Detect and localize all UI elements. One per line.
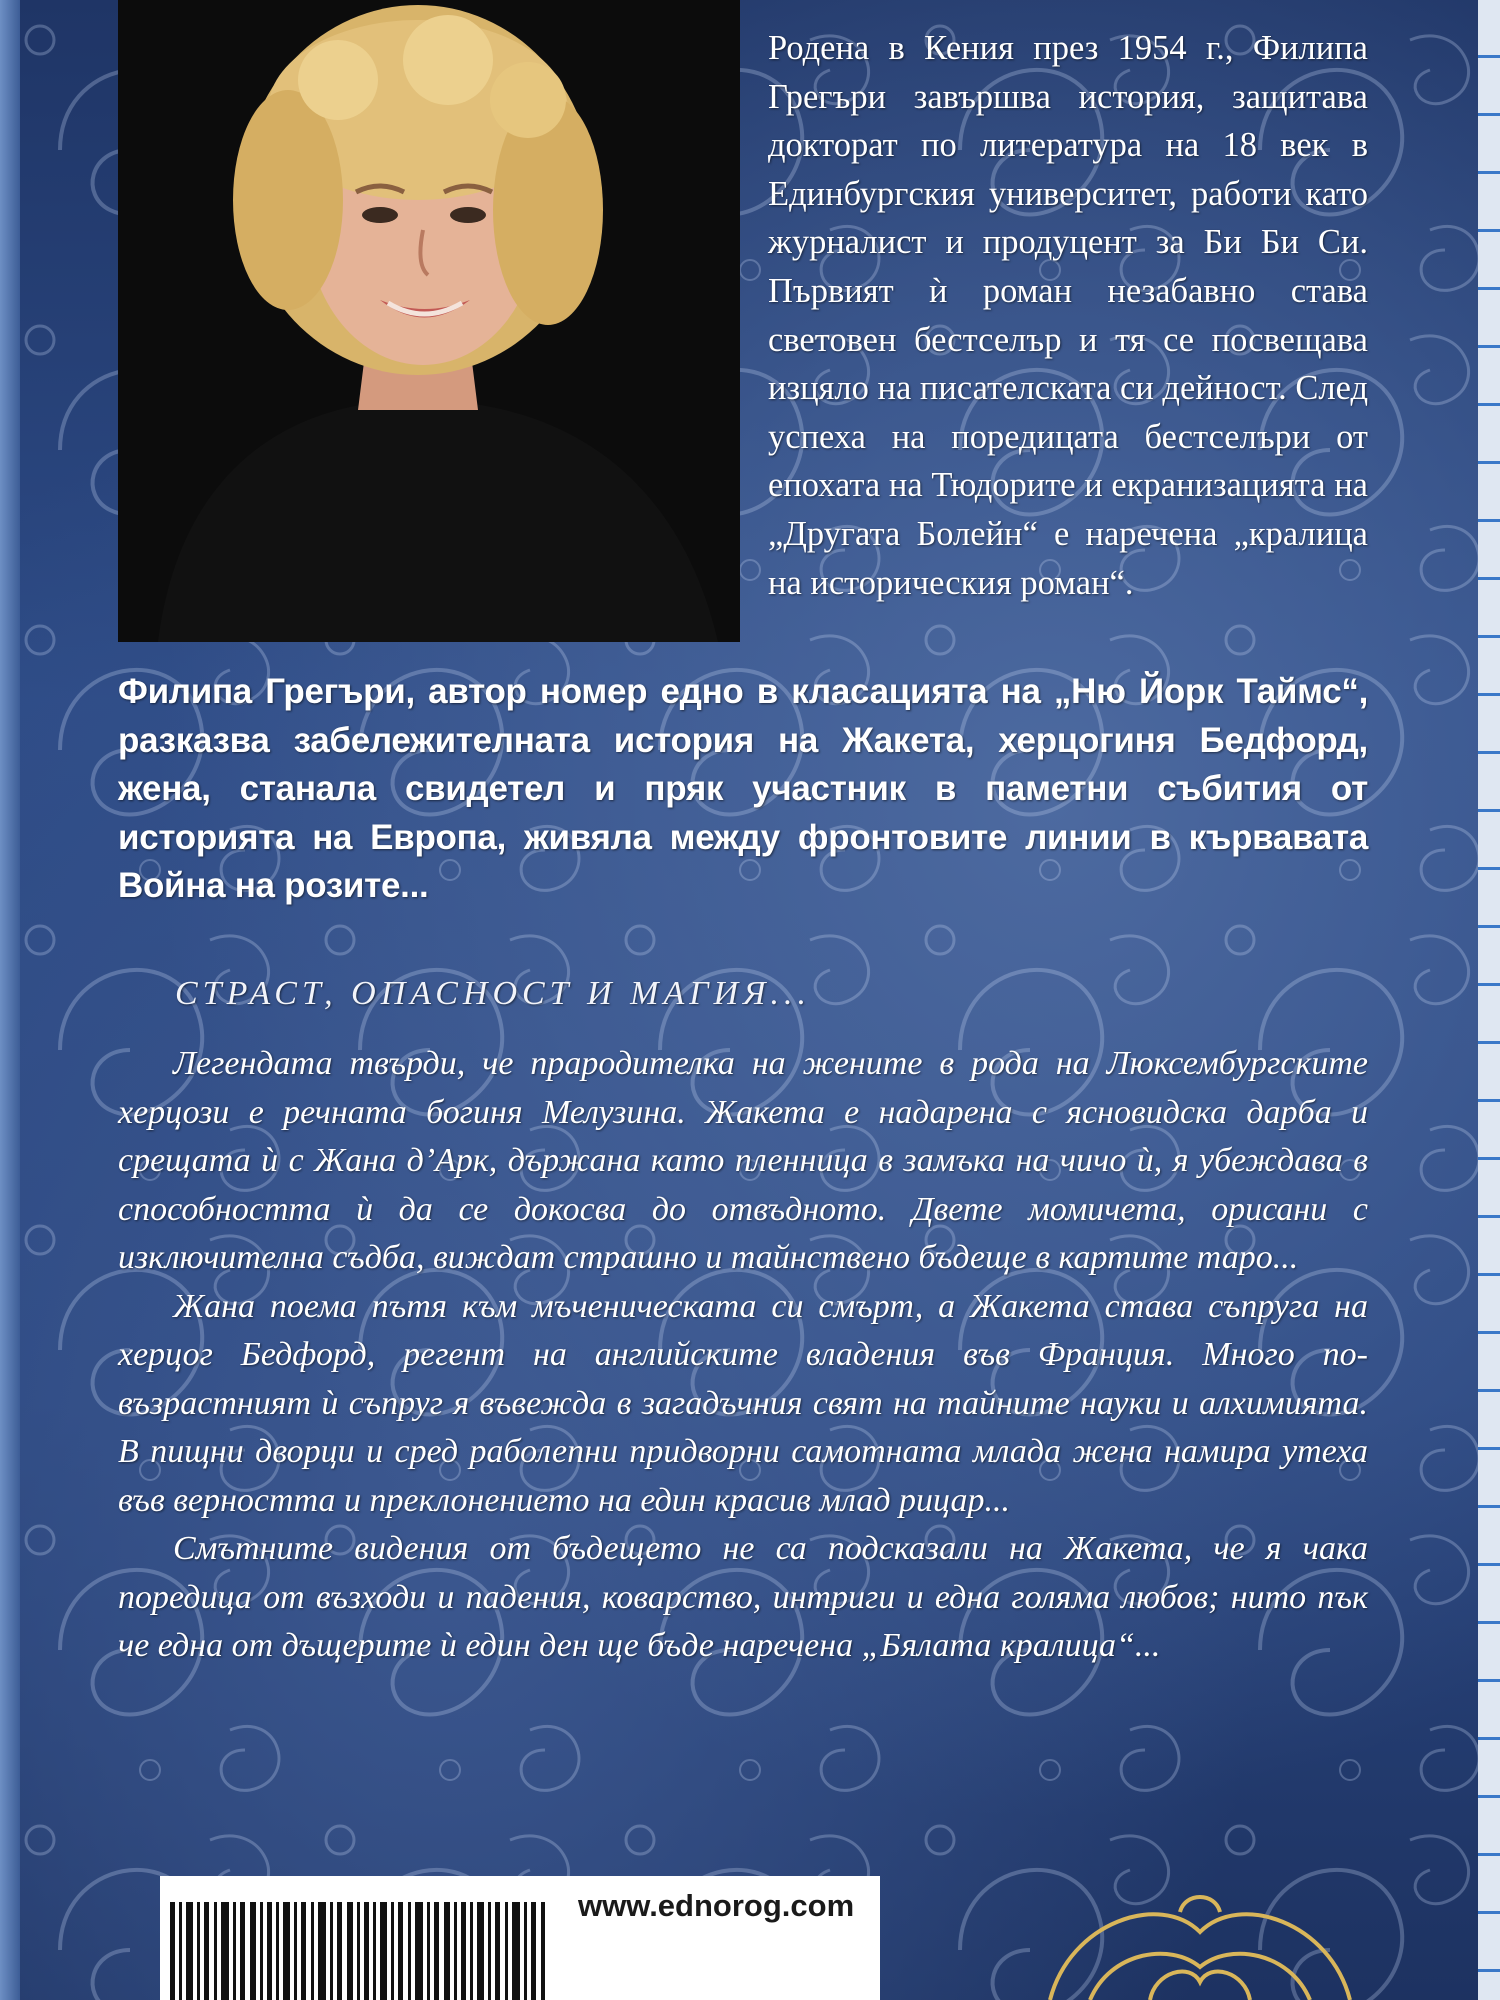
section-heading: СТРАСТ, ОПАСНОСТ И МАГИЯ... [175, 975, 811, 1012]
publisher-logo-ornament [1030, 1852, 1370, 2000]
author-photo [118, 0, 740, 642]
book-description [118, 1040, 1368, 1671]
notebook-paper-edge [1478, 0, 1500, 2000]
barcode-bars [170, 1902, 550, 2000]
description-paragraph-1: Легендата твърди, че прародителка на жените в рода на Люксембургските херцози е речната богиня Мелузина. Жакета е надарена с ясновидска дарба и срещата ѝ с Жана д’Арк, държана като пленница в замъка на чичо ѝ, я убеждава в способността ѝ да се докосва до отвъдното. Двете момичета, орисани с изключителна съдба, виждат страшно и тайнствено бъдеще в картите таро... [118, 1045, 1368, 1276]
description-paragraph-2: Жана поема пътя към мъченическата си смърт, а Жакета става съпруга на херцог Бедфорд, регент на английските владения във Франция. Много по-възрастният ѝ съпруг я въвежда в загадъчния свят на тайните науки и алхимията. В пищни дворци и сред раболепни придворни самотната млада жена намира утеха във верността и преклонението на един красив млад рицар... [118, 1287, 1368, 1519]
description-paragraph-3: Смътните видения от бъдещето не са подсказали на Жакета, че я чака поредица от възходи и падения, коварство, интриги и една голяма любов; нито пък че една от дъщерите ѝ един ден ще бъде наречена „Бялата кралица“... [118, 1530, 1368, 1664]
book-intro: Филипа Грегъри, автор номер едно в класацията на „Ню Йорк Таймс“, разказва забележителната история на Жакета, херцогиня Бедфорд, жена, станала свидетел и пряк участник в паметни събития от историята на Европа, живяла между фронтовите линии в кървавата Война на розите... [118, 672, 1368, 905]
author-biography: Родена в Кения през 1954 г., Филипа Грегъри завършва история, защитава докторат по литература на 18 век в Единбургския университет, работи като журналист и продуцент за Би Би Си. Първият ѝ роман незабавно става световен бестселър и тя се посвещава изцяло на писателската си дейност. След успеха на поредицата бестселъри от епохата на Тюдорите и екранизацията на „Другата Болейн“ е наречена „кралица на историческия роман“. [768, 29, 1368, 602]
cover-left-edge [0, 0, 20, 2000]
publisher-website: www.ednorog.com [578, 1888, 855, 1923]
